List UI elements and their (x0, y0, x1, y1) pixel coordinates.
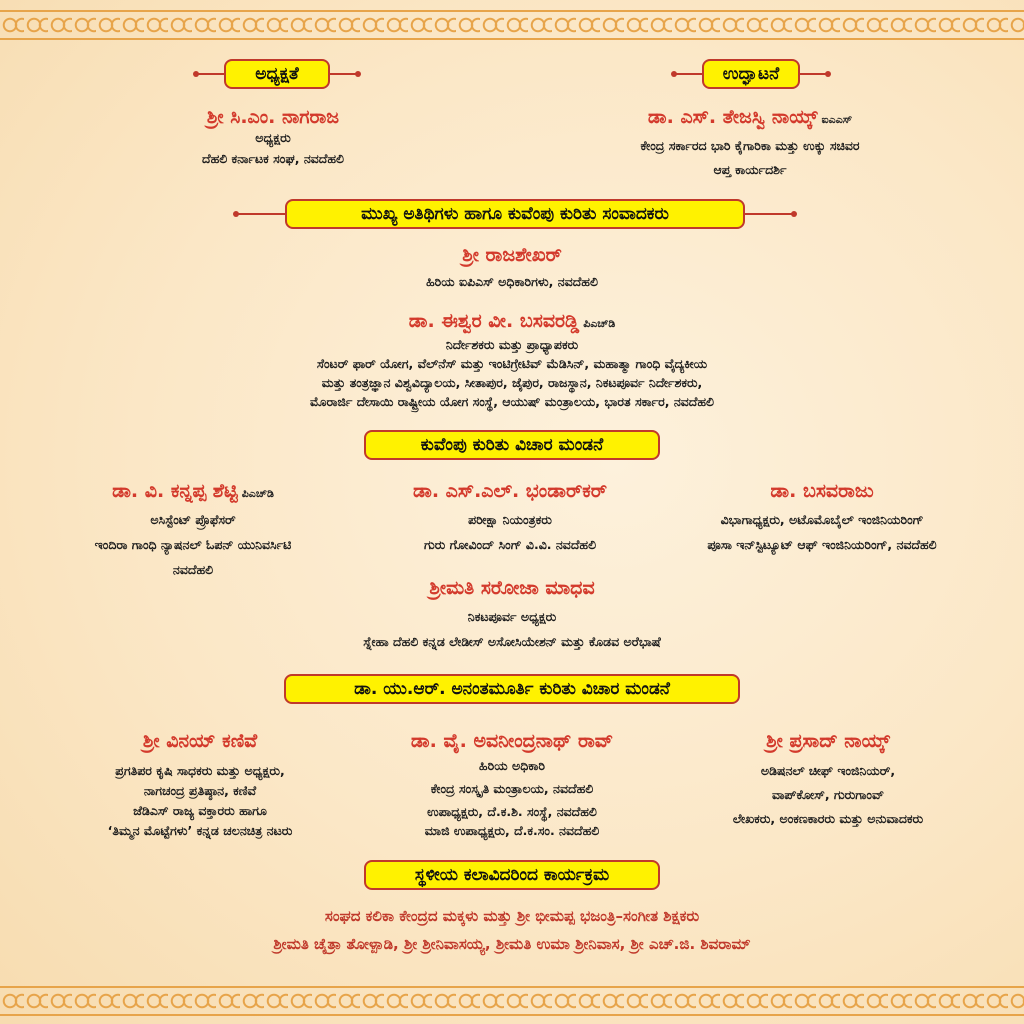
s4-speaker-b-line: ಪರೀಕ್ಷಾ ನಿಯಂತ್ರಕರು (468, 512, 552, 527)
rule-dot (791, 211, 797, 217)
s3-guest1-name: ಶ್ರೀ ರಾಜಶೇಖರ್ (462, 244, 562, 266)
s1-line: ಅಧ್ಯಕ್ಷರು (255, 130, 291, 145)
s6-line: ಸಂಘದ ಕಲಿಕಾ ಕೇಂದ್ರದ ಮಕ್ಕಳು ಮತ್ತು ಶ್ರೀ ಭೀಮಪ್ಪ ಭಜಂತ್ರಿ–ಸಂಗೀತ ಶಿಕ್ಷಕರು (324, 907, 700, 925)
s5-speaker-a-line: ಪ್ರಗತಿಪರ ಕೃಷಿ ಸಾಧಕರು ಮತ್ತು ಅಧ್ಯಕ್ಷರು, (115, 763, 285, 778)
s5-speaker-b-line: ಕೇಂದ್ರ ಸಂಸ್ಕೃತಿ ಮಂತ್ರಾಲಯ, ನವದೆಹಲಿ (430, 781, 594, 796)
heading-rule (674, 73, 704, 75)
s5-speaker-c-line: ಲೇಖಕರು, ಅಂಕಣಕಾರರು ಮತ್ತು ಅನುವಾದಕರು (732, 811, 924, 826)
rule-dot (233, 211, 239, 217)
heading-rule (196, 73, 226, 75)
s5-speaker-a-line: ನಾಗಚಂದ್ರ ಪ್ರತಿಷ್ಠಾನ, ಕಣಿವೆ (143, 783, 257, 798)
s5-speaker-b-line: ಹಿರಿಯ ಅಧಿಕಾರಿ (479, 758, 545, 773)
s5-speaker-a-line: ‘ತಿಮ್ಮನ ಮೊಟ್ಟೆಗಳು’ ಕನ್ನಡ ಚಲನಚಿತ್ರ ನಟರು (107, 823, 293, 838)
top-border (0, 8, 1024, 42)
heading-kuvempu: ಕುವೆಂಪು ಕುರಿತು ವಿಚಾರ ಮಂಡನೆ (364, 430, 660, 460)
s3-guest1-line: ಹಿರಿಯ ಐಪಿಎಸ್ ಅಧಿಕಾರಿಗಳು, ನವದೆಹಲಿ (426, 274, 598, 289)
heading-adhyakshate: ಅಧ್ಯಕ್ಷತೆ (224, 59, 330, 89)
s1-name: ಶ್ರೀ ಸಿ.ಎಂ. ನಾಗರಾಜ (206, 106, 340, 128)
rule-dot (355, 71, 361, 77)
s5-speaker-c-line: ವಾಪ್‌ಕೋಸ್, ಗುರುಗಾಂವ್ (771, 787, 885, 802)
rule-dot (825, 71, 831, 77)
rule-dot (193, 71, 199, 77)
s4-speaker-b-line: ಗುರು ಗೋವಿಂದ್ ಸಿಂಗ್ ವಿ.ವಿ. ನವದೆಹಲಿ (423, 537, 597, 552)
s5-speaker-b-name: ಡಾ. ವೈ. ಅವನೀಂದ್ರನಾಥ್ ರಾವ್ (410, 730, 614, 752)
s4-speaker-b-name: ಡಾ. ಎಸ್.ಎಲ್. ಭಂಡಾರ್‌ಕರ್ (413, 480, 607, 502)
rule-dot (671, 71, 677, 77)
s4-speaker-d-line: ನಿಕಟಪೂರ್ವ ಅಧ್ಯಕ್ಷರು (467, 609, 557, 624)
s4-speaker-a-line: ಅಸಿಸ್ಟೆಂಟ್ ಪ್ರೊಫೆಸರ್ (150, 512, 236, 527)
heading-rule (236, 213, 288, 215)
s5-speaker-c-line: ಅಡಿಷನಲ್ ಚೀಫ್ ಇಂಜಿನಿಯರ್, (760, 763, 896, 778)
heading-ananthamurthy: ಡಾ. ಯು.ಆರ್. ಅನಂತಮೂರ್ತಿ ಕುರಿತು ವಿಚಾರ ಮಂಡನೆ (284, 674, 740, 704)
s3-guest2-line: ಮತ್ತು ತಂತ್ರಜ್ಞಾನ ವಿಶ್ವವಿದ್ಯಾಲಯ, ಸೀತಾಪುರ, ಜೈಪುರ, ರಾಜಸ್ಥಾನ, ನಿಕಟಪೂರ್ವ ನಿರ್ದೇಶಕರು, (321, 375, 703, 390)
s5-speaker-c-name: ಶ್ರೀ ಪ್ರಸಾದ್ ನಾಯ್ಕ್ (766, 730, 890, 752)
bottom-border (0, 984, 1024, 1018)
s3-guest2-name: ಡಾ. ಈಶ್ವರ ವೀ. ಬಸವರಡ್ಡಿ ಪಿಎಚ್‌ಡಿ (408, 310, 616, 332)
s5-speaker-a-name: ಶ್ರೀ ವಿನಯ್ ಕಣಿವೆ (142, 730, 258, 752)
s2-line: ಕೇಂದ್ರ ಸರ್ಕಾರದ ಭಾರಿ ಕೈಗಾರಿಕಾ ಮತ್ತು ಉಕ್ಕು ಸಚಿವರ (640, 138, 860, 153)
heading-rule (742, 213, 794, 215)
s4-speaker-c-line: ವಿಭಾಗಾಧ್ಯಕ್ಷರು, ಅಟೊಮೊಬೈಲ್ ಇಂಜಿನಿಯರಿಂಗ್ (720, 512, 924, 527)
s1-line: ದೆಹಲಿ ಕರ್ನಾಟಕ ಸಂಘ, ನವದೆಹಲಿ (202, 151, 344, 166)
s3-guest2-line: ಮೊರಾರ್ಜಿ ದೇಸಾಯಿ ರಾಷ್ಟ್ರೀಯ ಯೋಗ ಸಂಸ್ಥೆ, ಆಯುಷ್ ಮಂತ್ರಾಲಯ, ಭಾರತ ಸರ್ಕಾರ, ನವದೆಹಲಿ (310, 394, 714, 409)
s5-speaker-b-line: ಉಪಾಧ್ಯಕ್ಷರು, ದೆ.ಕ.ಶಿ. ಸಂಸ್ಥೆ, ನವದೆಹಲಿ (427, 804, 597, 819)
s5-speaker-a-line: ಜೆಡಿಎಸ್ ರಾಜ್ಯ ವಕ್ತಾರರು ಹಾಗೂ (133, 803, 267, 818)
s4-speaker-a-name: ಡಾ. ವಿ. ಕನ್ನಪ್ಪ ಶೆಟ್ಟಿ ಪಿಎಚ್‌ಡಿ (112, 480, 274, 502)
heading-chief-guests: ಮುಖ್ಯ ಅತಿಥಿಗಳು ಹಾಗೂ ಕುವೆಂಪು ಕುರಿತು ಸಂವಾದಕರು (285, 199, 745, 229)
heading-rule (328, 73, 358, 75)
s4-speaker-a-line: ಇಂದಿರಾ ಗಾಂಧಿ ನ್ಯಾಷನಲ್ ಓಪನ್ ಯುನಿವರ್ಸಿಟಿ (94, 537, 292, 552)
s3-guest2-line: ನಿರ್ದೇಶಕರು ಮತ್ತು ಪ್ರಾಧ್ಯಾಪಕರು (445, 337, 579, 352)
s3-guest2-line: ಸೆಂಟರ್ ಫಾರ್ ಯೋಗ, ವೆಲ್‌ನೆಸ್ ಮತ್ತು ಇಂಟಿಗ್ರೇಟಿವ್ ಮೆಡಿಸಿನ್, ಮಹಾತ್ಮಾ ಗಾಂಧಿ ವೈದ್ಯಕೀಯ (316, 356, 708, 371)
heading-local-artists: ಸ್ಥಳೀಯ ಕಲಾವಿದರಿಂದ ಕಾರ್ಯಕ್ರಮ (364, 860, 660, 890)
heading-udghatane: ಉದ್ಘಾಟನೆ (702, 59, 800, 89)
s6-line: ಶ್ರೀಮತಿ ಚೈತ್ರಾ ತೋಳ್ಪಾಡಿ, ಶ್ರೀ ಶ್ರೀನಿವಾಸಯ್ಯ, ಶ್ರೀಮತಿ ಉಮಾ ಶ್ರೀನಿವಾಸ, ಶ್ರೀ ಎಚ್.ಜಿ. ಶಿವರಾಮ್ (273, 935, 751, 953)
s2-name: ಡಾ. ಎಸ್. ತೇಜಸ್ವಿ ನಾಯ್ಕ್ ಐಎಎಸ್ (647, 106, 853, 128)
s4-speaker-d-name: ಶ್ರೀಮತಿ ಸರೋಜಾ ಮಾಧವ (429, 577, 595, 599)
s4-speaker-c-line: ಪೂಸಾ ಇನ್‌ಸ್ಟಿಟ್ಯೂಟ್ ಆಫ್ ಇಂಜಿನಿಯರಿಂಗ್, ನವದೆಹಲಿ (707, 537, 937, 552)
s4-speaker-d-line: ಸ್ನೇಹಾ ದೆಹಲಿ ಕನ್ನಡ ಲೇಡೀಸ್ ಅಸೋಸಿಯೇಶನ್ ಮತ್ತು ಕೊಡವ ಅರೆಭಾಷೆ (363, 634, 661, 649)
s4-speaker-c-name: ಡಾ. ಬಸವರಾಜು (770, 480, 874, 502)
s4-speaker-a-line: ನವದೆಹಲಿ (172, 562, 214, 577)
heading-rule (798, 73, 828, 75)
s2-line: ಆಪ್ತ ಕಾರ್ಯದರ್ಶಿ (713, 162, 787, 177)
s5-speaker-b-line: ಮಾಜಿ ಉಪಾಧ್ಯಕ್ಷರು, ದೆ.ಕ.ಸಂ. ನವದೆಹಲಿ (424, 823, 600, 838)
